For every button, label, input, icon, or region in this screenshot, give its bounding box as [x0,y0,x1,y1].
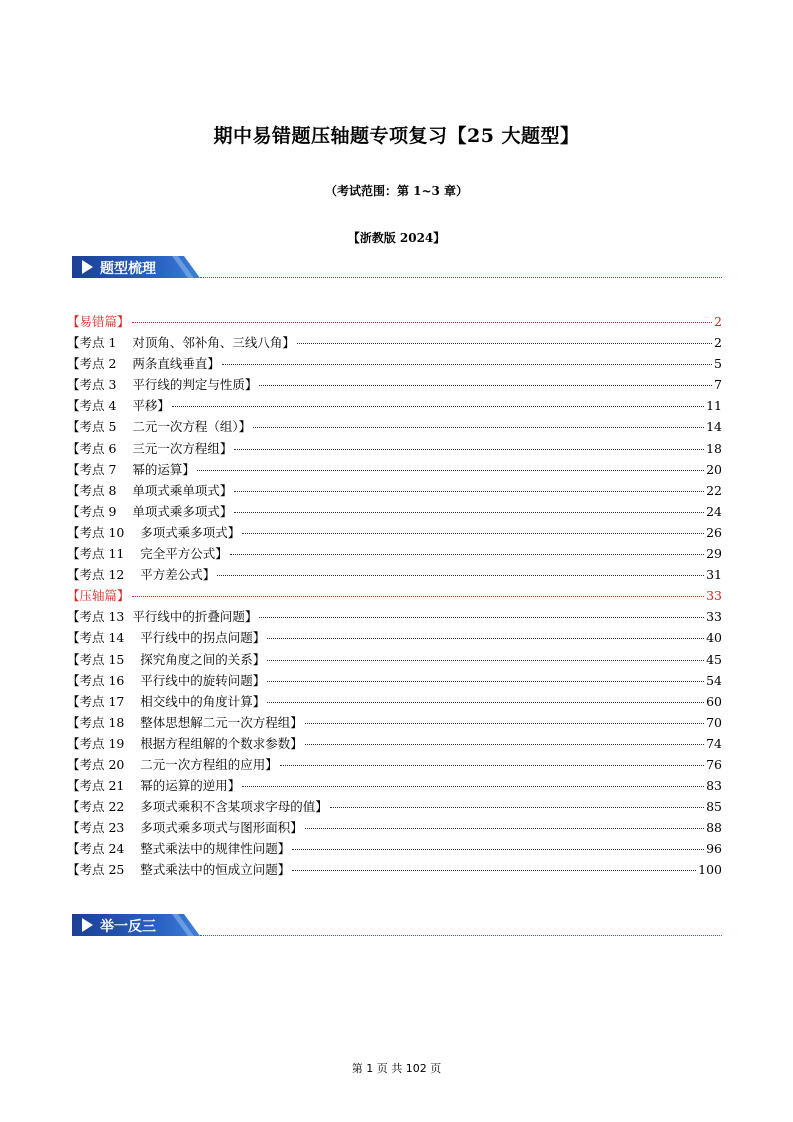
toc-entry-page: 2 [714,335,722,351]
toc-entry-page: 70 [706,714,722,730]
toc-entry-label: 【考点 15 探究角度之间的关系】 [67,651,266,667]
toc-entry-page: 74 [706,735,722,751]
toc-entry-page: 88 [706,820,722,836]
toc-entry-label: 【考点 3 平行线的判定与性质】 [67,377,258,393]
toc-entry-label: 【考点 9 单项式乘多项式】 [67,503,233,519]
toc-entry[interactable] [67,416,722,437]
toc-entry-label: 【考点 2 两条直线垂直】 [67,356,220,372]
toc-entry[interactable] [67,480,722,501]
toc-entry-page: 85 [706,799,722,815]
toc-entry-label: 【考点 8 单项式乘单项式】 [67,482,233,498]
toc-entry-page: 24 [706,503,722,519]
banner-label: 举一反三 [100,919,156,935]
page-footer: 第 1 页 共 102 页 [351,1062,442,1075]
toc-entry-label: 【考点 18 整体思想解二元一次方程组】 [67,714,303,730]
dot-leader [267,702,704,703]
dot-leader [172,406,704,407]
toc-entry-page: 7 [714,377,722,393]
toc-entry-page: 76 [706,756,722,772]
toc-entry-page: 83 [706,778,722,794]
dot-leader [234,491,704,492]
play-arrow-icon [82,918,93,932]
toc-entry[interactable] [67,754,722,775]
toc-entry[interactable] [67,353,722,374]
toc-entry[interactable] [67,691,722,712]
toc-entry-label: 【考点 23 多项式乘多项式与图形面积】 [67,820,303,836]
toc-entry[interactable] [67,564,722,585]
table-of-contents [67,311,722,881]
dot-leader [330,807,704,808]
toc-entry[interactable] [67,585,722,606]
toc-entry-page: 100 [698,862,722,878]
dot-leader [253,427,704,428]
dot-leader [297,343,712,344]
toc-entry-page: 60 [706,693,722,709]
toc-entry[interactable] [67,311,722,332]
dot-leader [292,870,696,871]
dot-leader [242,533,704,534]
dot-leader [267,660,704,661]
dot-leader [305,723,704,724]
toc-entry-page: 33 [706,609,722,625]
toc-entry[interactable] [67,459,722,480]
toc-entry-page: 11 [706,398,722,414]
toc-entry-label: 【考点 4 平移】 [67,398,170,414]
toc-entry-label: 【考点 6 三元一次方程组】 [67,440,233,456]
toc-entry[interactable] [67,838,722,859]
toc-entry[interactable] [67,501,722,522]
dot-leader [305,744,704,745]
toc-entry-label: 【考点 25 整式乘法中的恒成立问题】 [67,862,291,878]
toc-entry[interactable] [67,712,722,733]
dot-leader [234,512,704,513]
toc-entry-page: 5 [714,356,722,372]
toc-entry[interactable] [67,332,722,353]
play-arrow-icon [82,260,93,274]
toc-entry[interactable] [67,733,722,754]
toc-entry-page: 96 [706,841,722,857]
toc-entry-page: 18 [706,440,722,456]
dot-leader [259,385,712,386]
toc-entry-page: 33 [706,588,722,604]
toc-entry-label: 【易错篇】 [67,314,130,329]
toc-entry-page: 14 [706,419,722,435]
dot-leader [234,449,704,450]
exam-scope: （考试范围：第 1~3 章） [324,184,469,198]
toc-entry[interactable] [67,796,722,817]
dot-leader [132,596,705,597]
toc-entry-label: 【考点 10 多项式乘多项式】 [67,524,241,540]
toc-entry[interactable] [67,859,722,880]
section-banner-toc [72,256,722,278]
toc-entry-label: 【考点 1 对顶角、邻补角、三线八角】 [67,335,295,351]
dot-leader [259,617,704,618]
toc-entry-page: 54 [706,672,722,688]
toc-entry[interactable] [67,438,722,459]
toc-entry-label: 【考点 16 平行线中的旋转问题】 [67,672,266,688]
toc-entry-page: 45 [706,651,722,667]
dot-leader [267,681,704,682]
toc-entry-page: 31 [706,567,722,583]
toc-entry-label: 【考点 21 幂的运算的逆用】 [67,778,241,794]
toc-entry[interactable] [67,374,722,395]
toc-entry[interactable] [67,627,722,648]
toc-entry[interactable] [67,670,722,691]
toc-entry-label: 【考点 7 幂的运算】 [67,461,195,477]
toc-entry-label: 【考点 13 平行线中的折叠问题】 [67,609,258,625]
toc-entry-page: 20 [706,461,722,477]
toc-entry-page: 22 [706,482,722,498]
toc-entry-label: 【考点 22 多项式乘积不含某项求字母的值】 [67,799,328,815]
toc-entry[interactable] [67,649,722,670]
toc-entry-label: 【考点 19 根据方程组解的个数求参数】 [67,735,303,751]
dot-leader [242,786,704,787]
toc-entry-page: 2 [714,314,722,329]
edition-label: 【浙教版 2024】 [347,231,446,245]
dot-leader [292,849,704,850]
dot-leader [197,470,704,471]
toc-entry-page: 29 [706,546,722,562]
dot-leader [267,638,704,639]
toc-entry-label: 【压轴篇】 [67,588,130,604]
toc-entry[interactable] [67,606,722,627]
toc-entry[interactable] [67,817,722,838]
toc-entry[interactable] [67,543,722,564]
section-banner-practice [72,914,722,936]
dot-leader [280,765,704,766]
toc-entry-label: 【考点 11 完全平方公式】 [67,546,228,562]
divider [200,277,722,278]
toc-entry-label: 【考点 17 相交线中的角度计算】 [67,693,266,709]
toc-entry[interactable] [67,775,722,796]
dot-leader [305,828,704,829]
toc-entry-page: 40 [706,630,722,646]
page-title: 期中易错题压轴题专项复习【25 大题型】 [213,125,580,147]
dot-leader [222,364,712,365]
dot-leader [217,575,704,576]
toc-entry-page: 26 [706,524,722,540]
divider [200,935,722,936]
toc-entry-label: 【考点 12 平方差公式】 [67,567,216,583]
toc-entry[interactable] [67,395,722,416]
toc-entry-label: 【考点 24 整式乘法中的规律性问题】 [67,841,291,857]
toc-entry[interactable] [67,522,722,543]
dot-leader [230,554,704,555]
toc-entry-label: 【考点 14 平行线中的拐点问题】 [67,630,266,646]
banner-label: 题型梳理 [100,261,156,277]
dot-leader [132,322,713,323]
toc-entry-label: 【考点 20 二元一次方程组的应用】 [67,756,278,772]
toc-entry-label: 【考点 5 二元一次方程（组）】 [67,419,252,435]
